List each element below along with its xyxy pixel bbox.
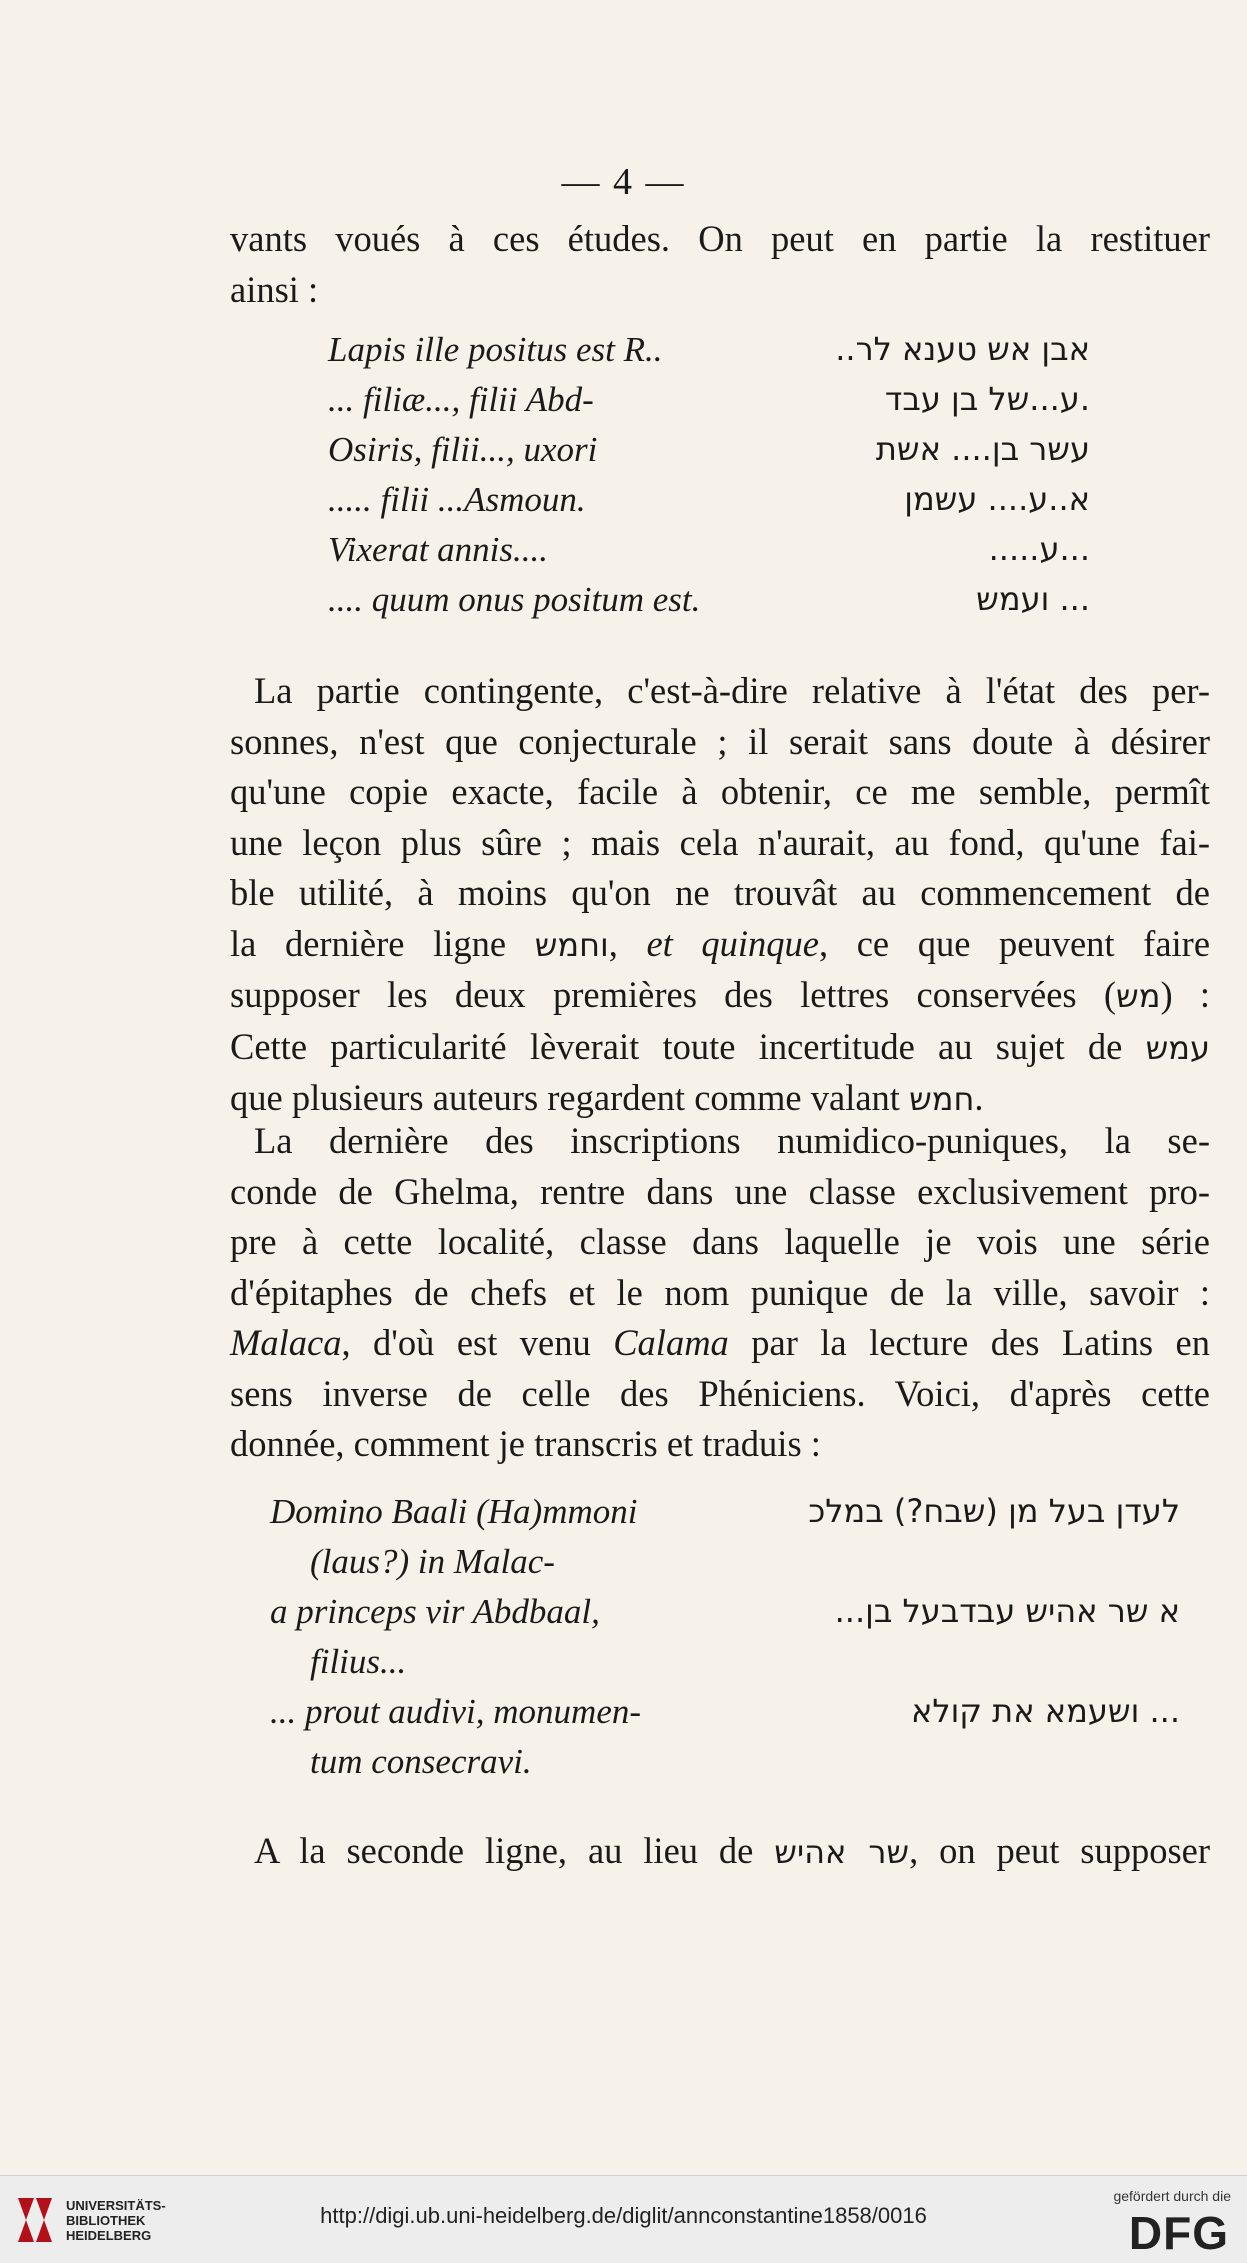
hebrew-text: ... ועמש <box>976 580 1090 618</box>
intro-line-1: vants voués à ces études. On peut en partie la restituer <box>230 218 1210 259</box>
inscription-1-row <box>328 430 1090 470</box>
paragraph-line: conde de Ghelma, rentre dans une classe exclusivement pro- <box>230 1170 1210 1212</box>
intro-text <box>230 214 1210 315</box>
text-run: Cette particularité lèverait toute incertitude au sujet de <box>230 1025 1123 1067</box>
inscription-1-row <box>328 330 1090 370</box>
paragraph-line: ble utilité, à moins qu'on ne trouvât au commencement de <box>230 872 1210 913</box>
text-run: la dernière ligne <box>230 922 507 964</box>
italic-run: et quinque <box>646 922 819 964</box>
paragraph-line: La partie contingente, c'est-à-dire relative à l'état des per- <box>254 670 1210 711</box>
hebrew-text: א..ע.... עשמן <box>904 480 1090 518</box>
hebrew-text: ... ושעמא את קולא <box>911 1692 1180 1730</box>
paragraph-line: La dernière des inscriptions numidico-puniques, la se- <box>254 1120 1210 1161</box>
inscription-1 <box>328 330 1090 630</box>
viewer-footer <box>0 2175 1247 2263</box>
library-name-line: HEIDELBERG <box>66 2228 152 2243</box>
library-name-line: BIBLIOTHEK <box>66 2213 146 2228</box>
paragraph-line: pre à cette localité, classe dans laquelle je vois une série <box>230 1221 1210 1262</box>
paragraph-line: qu'une copie exacte, facile à obtenir, ce me semble, permît <box>230 771 1210 812</box>
text-run: . <box>974 1077 984 1118</box>
latin-text: ..... filii ...Asmoun. <box>328 480 586 519</box>
latin-text: ... prout audivi, monumen- <box>270 1692 642 1731</box>
inscription-2-row <box>310 1742 1180 1782</box>
latin-text: a princeps vir Abdbaal, <box>270 1592 600 1631</box>
text-run: supposer les deux premières des lettres conservées ( <box>230 974 1117 1015</box>
hebrew-word: וחמש <box>534 925 609 964</box>
paragraph-line <box>230 919 1210 971</box>
text-run: , <box>608 922 618 964</box>
latin-text: Domino Baali (Ha)mmoni <box>270 1492 638 1531</box>
latin-text: Lapis ille positus est R.. <box>328 330 663 369</box>
paragraph-2 <box>230 1116 1210 1470</box>
italic-run: Calama <box>613 1322 729 1363</box>
paragraph-line: d'épitaphes de chefs et le nom punique de la ville, savoir : <box>230 1271 1210 1313</box>
paragraph-3 <box>230 1826 1210 1878</box>
latin-text: filius... <box>310 1642 407 1681</box>
inscription-2-row <box>270 1492 1180 1532</box>
funding-note: gefördert durch die <box>1113 2188 1231 2204</box>
paragraph-line <box>230 970 1210 1022</box>
paragraph-line: une leçon plus sûre ; mais cela n'aurait, au fond, qu'une fai- <box>230 821 1210 863</box>
dfg-logo: DFG <box>1128 2207 1229 2259</box>
hebrew-text: .ע...של בן עבד <box>884 380 1090 418</box>
text-run: par la lecture des Latins en <box>751 1322 1211 1363</box>
inscription-2-row <box>310 1542 1180 1582</box>
text-run: , ce que peuvent faire <box>819 922 1211 964</box>
inscription-2-row <box>270 1692 1180 1732</box>
italic-run: Malaca <box>230 1322 342 1363</box>
paragraph-line <box>230 1022 1210 1074</box>
paragraph-line <box>230 1318 1210 1369</box>
inscription-1-row <box>328 530 1090 570</box>
text-run: , on peut supposer <box>909 1830 1211 1871</box>
text-run: que plusieurs auteurs regardent comme valant <box>230 1077 900 1118</box>
hebrew-word: מש <box>1116 977 1161 1015</box>
text-run: ) : <box>1160 974 1211 1015</box>
hebrew-text: אבן אש טענא לר.. <box>835 330 1090 368</box>
hebrew-text: לעדן בעל מן (שבח?) במלכ <box>808 1492 1180 1530</box>
text-run: A la seconde ligne, au lieu de <box>254 1830 754 1871</box>
latin-text: .... quum onus positum est. <box>328 580 701 619</box>
paragraph-line: sens inverse de celle des Phéniciens. Voici, d'après cette <box>230 1372 1210 1414</box>
latin-text: Osiris, filii..., uxori <box>328 430 598 469</box>
hebrew-text: א שר אהיש עבדבעל בן... <box>834 1592 1180 1630</box>
inscription-1-row <box>328 380 1090 420</box>
inscription-2 <box>270 1492 1180 1792</box>
latin-text: tum consecravi. <box>310 1742 532 1781</box>
text-run: , d'où est venu <box>341 1322 591 1363</box>
library-name-line: UNIVERSITÄTS- <box>66 2198 166 2213</box>
page-number: — 4 — <box>561 161 686 203</box>
hebrew-word: שר אהיש <box>774 1833 910 1871</box>
paragraph-line: sonnes, n'est que conjecturale ; il serait sans doute à désirer <box>230 720 1210 762</box>
hebrew-text: ...ע..... <box>988 530 1090 568</box>
hebrew-word: עמש <box>1145 1028 1211 1067</box>
intro-line-2: ainsi : <box>230 268 319 310</box>
inscription-2-row <box>270 1592 1180 1632</box>
latin-text: Vixerat annis.... <box>328 530 549 569</box>
paragraph-1 <box>230 666 1210 1125</box>
permalink-url[interactable]: http://digi.ub.uni-heidelberg.de/diglit/annconstantine1858/0016 <box>320 2203 927 2228</box>
inscription-1-row <box>328 480 1090 520</box>
latin-text: ... filiæ..., filii Abd- <box>328 380 594 419</box>
hebrew-word: חמש <box>909 1080 975 1118</box>
inscription-1-row <box>328 580 1090 620</box>
inscription-2-row <box>310 1642 1180 1682</box>
paragraph-line <box>230 1826 1210 1878</box>
paragraph-line: donnée, comment je transcris et traduis : <box>230 1423 821 1464</box>
latin-text: (laus?) in Malac- <box>310 1542 555 1581</box>
hebrew-text: עשר בן.... אשת <box>875 430 1090 468</box>
